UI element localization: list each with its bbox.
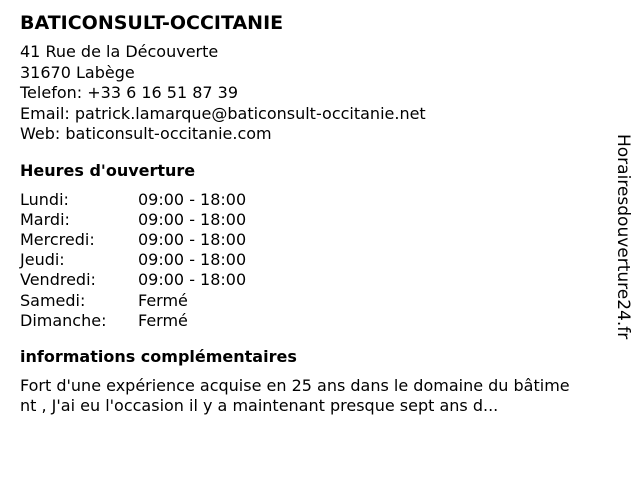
business-name: BATICONSULT-OCCITANIE [20,12,284,34]
day-hours: 09:00 - 18:00 [138,209,247,229]
hours-row-tuesday [20,210,600,230]
hours-row-saturday [20,291,600,311]
day-hours: 09:00 - 18:00 [138,229,247,249]
hours-table [20,190,600,331]
day-hours: Fermé [138,310,188,330]
hours-row-wednesday [20,230,600,250]
address-street: 41 Rue de la Découverte [20,42,219,61]
day-label: Dimanche: [20,310,107,330]
day-hours: Fermé [138,290,188,310]
business-card [20,10,600,417]
day-label: Vendredi: [20,270,96,290]
day-hours: 09:00 - 18:00 [138,250,247,270]
hours-row-monday [20,190,600,210]
info-line-1: Fort d'une expérience acquise en 25 ans dans le domaine du bâtime [20,375,570,395]
day-label: Lundi: [20,189,69,209]
hours-heading: Heures d'ouverture [20,160,196,180]
info-line-2: nt , J'ai eu l'occasion il y a maintenant presque sept ans d... [20,396,499,416]
day-label: Jeudi: [20,250,65,270]
day-hours: 09:00 - 18:00 [138,270,247,290]
hours-row-friday [20,270,600,290]
info-text [20,376,600,417]
hours-row-thursday [20,250,600,270]
day-label: Samedi: [20,290,86,310]
watermark-text: Horairesdouverture24.fr [613,134,633,340]
address-city: 31670 Labège [20,62,135,82]
info-heading: informations complémentaires [20,346,297,366]
email-text: Email: patrick.lamarque@baticonsult-occitanie.net [20,103,426,123]
web-text: Web: baticonsult-occitanie.com [20,124,272,143]
day-label: Mercredi: [20,229,95,249]
hours-row-sunday [20,311,600,331]
day-label: Mardi: [20,209,70,229]
day-hours: 09:00 - 18:00 [138,189,247,209]
phone-text: Telefon: +33 6 16 51 87 39 [20,83,239,102]
